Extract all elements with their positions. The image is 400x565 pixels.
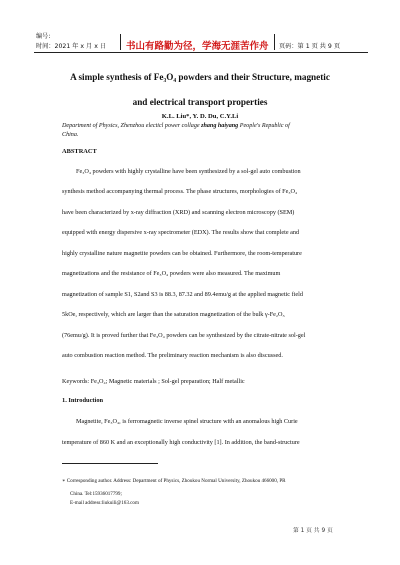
- abstract-line: synthesis method accompanying thermal process. The phase structures, morphologies of Fe₃O₄: [62, 188, 298, 195]
- affiliation-line-2: China.: [62, 131, 79, 138]
- header-divider-right: [274, 34, 275, 50]
- keywords: Keywords: Fe₃O₄; Magnetic materials ; Sol-gel preparation; Half metallic: [62, 378, 245, 385]
- abstract-line: 5kOe, respectively, which are larger than the saturation magnetization of the bulk γ-Fe₂O₃: [62, 311, 285, 318]
- affiliation-name: zhang haiyang: [201, 123, 239, 129]
- abstract-line: magnetizations and the resistance of Fe₃O₄ powders were also measured. The maximum: [62, 270, 281, 277]
- footnote-line: China. Tel:15936017799;: [70, 491, 122, 497]
- header-rule: [34, 52, 368, 53]
- footnote-line: ∗ Corresponding author. Address: Department of Physics, Zhoukou Normal University, Zhoukou 466000, PR: [62, 478, 286, 484]
- introduction-line: temperature of 860 K and an exceptionally high conductivity [1]. In addition, the band-structure: [62, 439, 300, 446]
- abstract-line: magnetization of sample S1, S2and S3 is 88.3, 87.32 and 89.4emu/g at the applied magnetic field: [62, 291, 303, 298]
- abstract-line: have been characterized by x-ray diffraction (XRD) and scanning electron microscopy (SEM): [62, 209, 295, 216]
- header-page-label: 页码：第 1 页 共 9 页: [279, 43, 341, 50]
- header-divider-left: [120, 34, 121, 50]
- footer-page-label: 第 1 页 共 9 页: [293, 528, 333, 534]
- footnote-rule: [62, 463, 158, 464]
- affiliation-country: People's Republic of: [238, 123, 290, 129]
- introduction-line: Magnetite, Fe₃O₄, is ferromagnetic inverse spinel structure with an anomalous high Curie: [76, 418, 298, 425]
- abstract-line: Fe₃O₄ powders with highly crystalline have been synthesized by a sol-gel auto combustion: [76, 168, 301, 175]
- abstract-line: equipped with energy dispersive x-ray spectrometer (EDX). The results show that complete and: [62, 229, 300, 236]
- footnote-line: E-mail address:liukuili@163.com: [70, 500, 139, 506]
- header-code-label: 编号:: [36, 33, 51, 40]
- paper-authors: K.L. Liu*, Y. D. Du, C.Y.Li: [161, 113, 239, 120]
- abstract-heading: ABSTRACT: [62, 148, 97, 155]
- affiliation-text: Department of Physics, Zhenzhou electicl power collage: [62, 123, 202, 129]
- abstract-line: highly crystalline nature magnetite powders can be obtained. Furthermore, the room-temperature: [62, 250, 302, 257]
- abstract-line: (76emu/g). It is proved further that Fe₃O₄ powders can be synthesized by the citrate-nitrate sol-gel: [62, 332, 306, 339]
- introduction-heading: 1. Introduction: [62, 397, 104, 404]
- header-date-label: 时间：2021 年 x 月 x 日: [36, 43, 107, 50]
- paper-affiliation: [62, 122, 352, 139]
- paper-title-line-2: and electrical transport properties: [132, 97, 268, 107]
- header-slogan: 书山有路勤为径，学海无涯苦作舟: [126, 41, 269, 52]
- paper-title-line-1: A simple synthesis of Fe₃O₄ powders and their Structure, magnetic: [70, 72, 330, 82]
- abstract-line: auto combustion reaction method. The preliminary reaction mechanism is also discussed.: [62, 352, 283, 359]
